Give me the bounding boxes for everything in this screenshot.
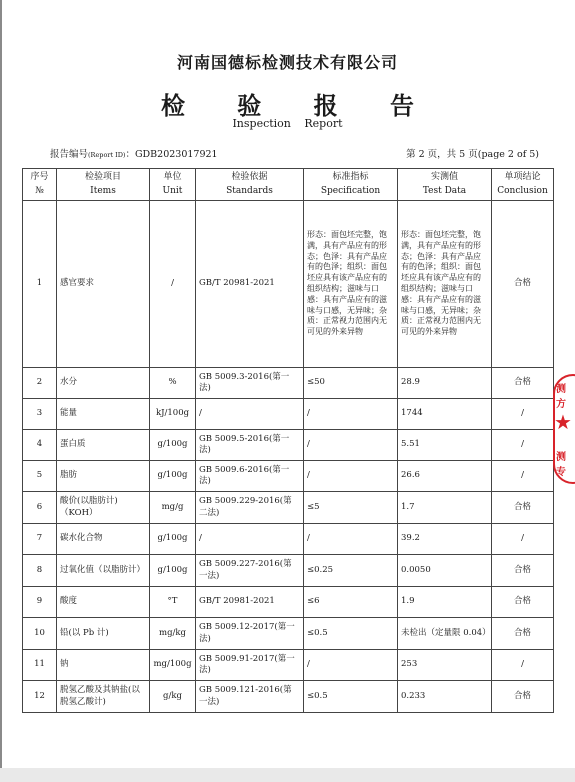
cell-item: 碳水化合物 (57, 524, 150, 555)
cell-unit: mg/g (150, 492, 196, 524)
cell-conclusion: / (492, 430, 554, 461)
cell-spec: ≤0.5 (304, 618, 398, 650)
cell-spec: ≤0.5 (304, 681, 398, 713)
cell-conclusion: / (492, 461, 554, 492)
cell-data: 未检出（定量限 0.04） (398, 618, 492, 650)
cell-item: 酸度 (57, 587, 150, 618)
cell-item: 过氧化值（以脂肪计） (57, 555, 150, 587)
cell-unit: g/100g (150, 555, 196, 587)
cell-standard: GB 5009.121-2016(第一法) (196, 681, 304, 713)
cell-conclusion: 合格 (492, 587, 554, 618)
cell-conclusion: 合格 (492, 618, 554, 650)
cell-spec: / (304, 461, 398, 492)
page-bottom-margin (0, 768, 575, 782)
cell-no: 12 (23, 681, 57, 713)
cell-standard: GB 5009.6-2016(第一法) (196, 461, 304, 492)
report-number-label-en: (Report ID) (88, 151, 126, 159)
header-specification: 标准指标 Specification (304, 169, 398, 201)
cell-unit: g/kg (150, 681, 196, 713)
cell-standard: GB 5009.12-2017(第一法) (196, 618, 304, 650)
cell-unit: kJ/100g (150, 399, 196, 430)
stamp-text-top: 测方 (556, 384, 566, 410)
cell-conclusion: / (492, 399, 554, 430)
cell-data: 39.2 (398, 524, 492, 555)
cell-standard: GB 5009.229-2016(第二法) (196, 492, 304, 524)
table-row (23, 555, 554, 587)
cell-item: 能量 (57, 399, 150, 430)
cell-item: 水分 (57, 368, 150, 399)
cell-no: 3 (23, 399, 57, 430)
cell-spec: / (304, 650, 398, 681)
table-header-row (23, 169, 554, 201)
cell-data: 28.9 (398, 368, 492, 399)
table-row (23, 681, 554, 713)
table-row (23, 368, 554, 399)
report-title: 检 验 报 告 (160, 91, 437, 120)
cell-spec: ≤5 (304, 492, 398, 524)
cell-conclusion: 合格 (492, 368, 554, 399)
inspection-table (22, 168, 554, 713)
header-unit: 单位 Unit (150, 169, 196, 201)
cell-item: 脂肪 (57, 461, 150, 492)
header-no: 序号 № (23, 169, 57, 201)
cell-data: 0.233 (398, 681, 492, 713)
stamp-text-bottom: 测专 (556, 452, 566, 478)
cell-item: 感官要求 (57, 201, 150, 368)
cell-conclusion: 合格 (492, 555, 554, 587)
cell-item: 钠 (57, 650, 150, 681)
cell-spec: / (304, 399, 398, 430)
cell-conclusion: 合格 (492, 492, 554, 524)
cell-no: 6 (23, 492, 57, 524)
table-row (23, 587, 554, 618)
cell-item: 蛋白质 (57, 430, 150, 461)
cell-unit: g/100g (150, 524, 196, 555)
cell-conclusion: / (492, 524, 554, 555)
cell-data: 5.51 (398, 430, 492, 461)
cell-conclusion: 合格 (492, 201, 554, 368)
report-number (50, 146, 218, 160)
table-row (23, 430, 554, 461)
cell-no: 7 (23, 524, 57, 555)
cell-unit: g/100g (150, 461, 196, 492)
cell-item: 铅(以 Pb 计) (57, 618, 150, 650)
cell-spec: ≤0.25 (304, 555, 398, 587)
cell-data: 1744 (398, 399, 492, 430)
cell-unit: / (150, 201, 196, 368)
cell-data: 形态：面包坯完整，饱满，具有产品应有的形态；色泽：具有产品应有的色泽；组织：面包坯应具有该产品应有的组织结构；滋味与口感：具有产品应有的滋味与口感，无异味；杂质：正常视力范围内无可见的外来异物 (398, 201, 492, 368)
header-test-data: 实测值 Test Data (398, 169, 492, 201)
cell-spec: ≤6 (304, 587, 398, 618)
cell-spec: ≤50 (304, 368, 398, 399)
cell-no: 2 (23, 368, 57, 399)
cell-no: 9 (23, 587, 57, 618)
star-icon: ★ (554, 410, 572, 434)
page-indicator: 第 2 页，共 5 页(page 2 of 5) (406, 149, 539, 160)
header-standards: 检验依据 Standards (196, 169, 304, 201)
cell-standard: GB 5009.227-2016(第一法) (196, 555, 304, 587)
cell-standard: GB 5009.5-2016(第一法) (196, 430, 304, 461)
cell-no: 4 (23, 430, 57, 461)
cell-data: 26.6 (398, 461, 492, 492)
cell-data: 253 (398, 650, 492, 681)
header-items: 检验项目 Items (57, 169, 150, 201)
report-subtitle: Inspection Report (232, 117, 343, 130)
cell-standard: GB/T 20981-2021 (196, 201, 304, 368)
cell-standard: GB/T 20981-2021 (196, 587, 304, 618)
header-conclusion: 单项结论 Conclusion (492, 169, 554, 201)
table-row (23, 399, 554, 430)
cell-spec: / (304, 524, 398, 555)
cell-unit: mg/kg (150, 618, 196, 650)
cell-no: 10 (23, 618, 57, 650)
cell-spec: / (304, 430, 398, 461)
cell-data: 0.0050 (398, 555, 492, 587)
cell-unit: % (150, 368, 196, 399)
company-name: 河南国德标检测技术有限公司 (176, 53, 398, 72)
cell-item: 酸价(以脂肪计)（KOH） (57, 492, 150, 524)
cell-spec: 形态：面包坯完整，饱满，具有产品应有的形态；色泽：具有产品应有的色泽；组织：面包坯应具有该产品应有的组织结构；滋味与口感：具有产品应有的滋味与口感，无异味；杂质：正常视力范围内无可见的外来异物 (304, 201, 398, 368)
cell-unit: mg/100g (150, 650, 196, 681)
cell-standard: / (196, 524, 304, 555)
table-row (23, 618, 554, 650)
cell-no: 5 (23, 461, 57, 492)
cell-unit: °T (150, 587, 196, 618)
cell-data: 1.7 (398, 492, 492, 524)
cell-conclusion: 合格 (492, 681, 554, 713)
report-number-value: ：GDB2023017921 (125, 149, 218, 160)
cell-data: 1.9 (398, 587, 492, 618)
table-row (23, 650, 554, 681)
report-number-label: 报告编号 (50, 149, 89, 160)
cell-standard: GB 5009.91-2017(第一法) (196, 650, 304, 681)
table-row (23, 461, 554, 492)
cell-no: 11 (23, 650, 57, 681)
cell-no: 1 (23, 201, 57, 368)
table-row (23, 524, 554, 555)
cell-conclusion: / (492, 650, 554, 681)
cell-standard: GB 5009.3-2016(第一法) (196, 368, 304, 399)
table-row (23, 492, 554, 524)
cell-no: 8 (23, 555, 57, 587)
cell-standard: / (196, 399, 304, 430)
cell-item: 脱氢乙酸及其钠盐(以脱氢乙酸计) (57, 681, 150, 713)
cell-unit: g/100g (150, 430, 196, 461)
table-row (23, 201, 554, 368)
